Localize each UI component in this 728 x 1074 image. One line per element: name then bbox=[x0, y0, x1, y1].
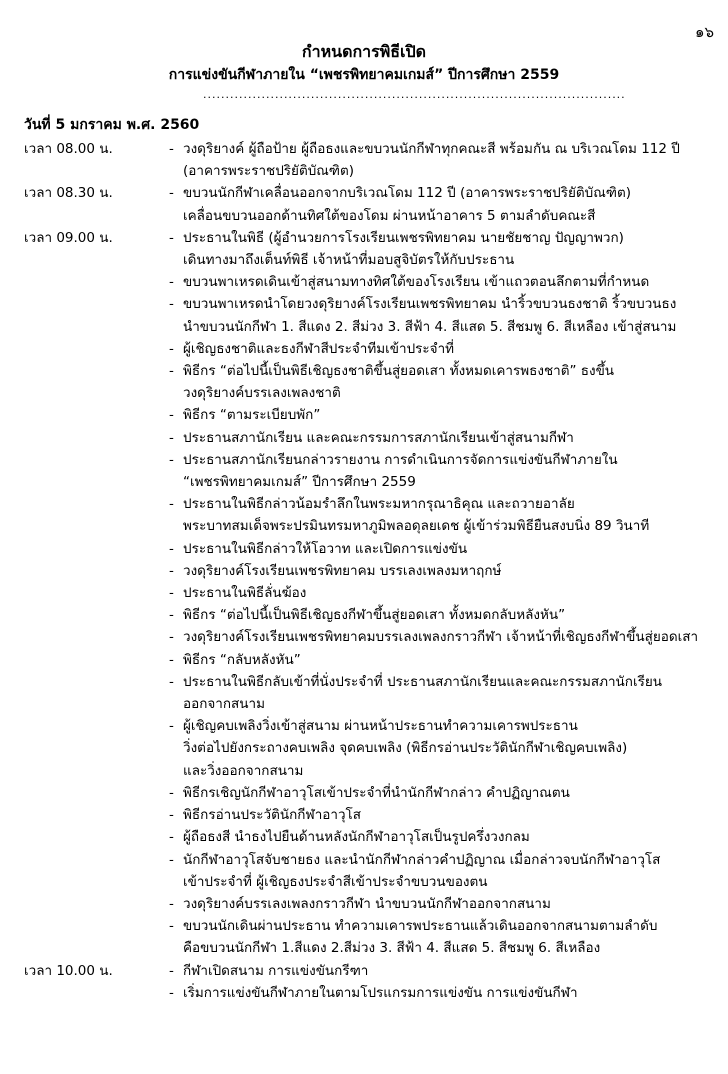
schedule-item-line: ประธานในพิธีกล่าวให้โอวาท และเปิดการแข่งขัน bbox=[183, 540, 468, 557]
date-heading: วันที่ 5 มกราคม พ.ศ. 2560 bbox=[24, 117, 200, 133]
schedule-item bbox=[169, 804, 728, 826]
bullet-dash: - bbox=[169, 229, 174, 246]
bullet-dash: - bbox=[169, 984, 174, 1001]
bullet-dash: - bbox=[169, 141, 174, 157]
schedule-entry bbox=[0, 960, 728, 1004]
schedule-item bbox=[169, 671, 728, 715]
schedule-item-line: พิธีกรเชิญนักกีฬาอาวุโสเข้าประจำที่นำนักกีฬากล่าว คำปฏิญาณตน bbox=[183, 784, 570, 801]
schedule-item bbox=[169, 582, 728, 604]
schedule-item bbox=[169, 338, 728, 360]
schedule-item-line: และวิ่งออกจากสนาม bbox=[183, 762, 304, 779]
schedule-item-line: ผู้เชิญธงชาติและธงกีฬาสีประจำทีมเข้าประจำที่ bbox=[183, 340, 455, 357]
schedule-item bbox=[169, 182, 728, 226]
schedule-items bbox=[169, 960, 728, 1004]
schedule-item-line: ขบวนนักกีฬาเคลื่อนออกจากบริเวณโดม 112 ปี (อาคารพระราชปริยัติบัณฑิต) bbox=[183, 185, 632, 202]
schedule-item-line: วงดุริยางค์บรรเลงเพลงชาติ bbox=[183, 385, 341, 402]
schedule-item-line: คือขบวนนักกีฬา 1.สีแดง 2.สีม่วง 3. สีฟ้า 4. สีแสด 5. สีชมพู 6. สีเหลือง bbox=[183, 940, 601, 957]
bullet-dash: - bbox=[169, 274, 174, 291]
schedule-item bbox=[169, 626, 728, 648]
schedule-items bbox=[169, 138, 728, 182]
schedule-item bbox=[169, 538, 728, 560]
bullet-dash: - bbox=[169, 651, 174, 668]
schedule-item-line: ประธานสภานักเรียน และคณะกรรมการสภานักเรียนเข้าสู่สนามกีฬา bbox=[183, 429, 574, 446]
schedule-item-line: ประธานสภานักเรียนกล่าวรายงาน การดำเนินการจัดการแข่งขันกีฬาภายใน bbox=[183, 451, 618, 468]
schedule-time: เวลา 10.00 น. bbox=[24, 962, 113, 979]
schedule-item bbox=[169, 849, 728, 893]
bullet-dash: - bbox=[169, 851, 174, 868]
bullet-dash: - bbox=[169, 340, 174, 357]
schedule-item bbox=[169, 271, 728, 293]
bullet-dash: - bbox=[169, 585, 174, 602]
schedule-item-line: ขบวนพาเหรดนำโดยวงดุริยางค์โรงเรียนเพชรพิทยาคม นำริ้วขบวนธงชาติ ริ้วขบวนธง bbox=[183, 296, 677, 313]
bullet-dash: - bbox=[169, 629, 174, 646]
schedule-item-line: วงดุริยางค์โรงเรียนเพชรพิทยาคม บรรเลงเพลงมหาฤกษ์ bbox=[183, 562, 502, 579]
schedule-item-line: วิ่งต่อไปยังกระถางคบเพลิง จุดคบเพลิง (พิธีกรอ่านประวัตินักกีฬาเชิญคบเพลิง) bbox=[183, 740, 628, 757]
bullet-dash: - bbox=[169, 429, 174, 446]
schedule-item bbox=[169, 227, 728, 271]
schedule-item bbox=[169, 604, 728, 626]
schedule-item bbox=[169, 982, 728, 1004]
schedule-item bbox=[169, 493, 728, 537]
schedule-item bbox=[169, 649, 728, 671]
schedule-item-line: วงดุริยางค์บรรเลงเพลงกราวกีฬา นำขบวนนักกีฬาออกจากสนาม bbox=[183, 895, 551, 912]
schedule-time: เวลา 09.00 น. bbox=[24, 229, 113, 246]
schedule bbox=[0, 138, 728, 1004]
bullet-dash: - bbox=[169, 895, 174, 912]
schedule-item bbox=[169, 826, 728, 848]
schedule-items bbox=[169, 227, 728, 960]
schedule-item-line: เดินทางมาถึงเต็นท์พิธี เจ้าหน้าที่มอบสูจิบัตรให้กับประธาน bbox=[183, 252, 515, 269]
schedule-item bbox=[169, 138, 728, 182]
schedule-item bbox=[169, 560, 728, 582]
bullet-dash: - bbox=[169, 451, 174, 468]
page-number: ๑๖ bbox=[694, 23, 714, 41]
schedule-time: เวลา 08.30 น. bbox=[24, 185, 113, 202]
schedule-item-line: วงดุริยางค์โรงเรียนเพชรพิทยาคมบรรเลงเพลงกราวกีฬา เจ้าหน้าที่เชิญธงกีฬาขึ้นสู่ยอดเสา bbox=[183, 629, 699, 646]
document-title: กำหนดการพิธีเปิด bbox=[301, 42, 427, 61]
bullet-dash: - bbox=[169, 673, 174, 690]
schedule-item-line: ประธานในพิธีลั่นฆ้อง bbox=[183, 585, 307, 602]
schedule-items bbox=[169, 182, 728, 226]
bullet-dash: - bbox=[169, 718, 174, 735]
schedule-item bbox=[169, 360, 728, 404]
schedule-item-line: นำขบวนนักกีฬา 1. สีแดง 2. สีม่วง 3. สีฟ้า 4. สีแสด 5. สีชมพู 6. สีเหลือง เข้าสู่สนาม bbox=[183, 318, 677, 335]
schedule-entry bbox=[0, 138, 728, 182]
schedule-item bbox=[169, 893, 728, 915]
schedule-item-line: ขบวนพาเหรดเดินเข้าสู่สนามทางทิศใต้ของโรงเรียน เข้าแถวตอนลึกตามที่กำหนด bbox=[183, 274, 650, 291]
bullet-dash: - bbox=[169, 185, 174, 202]
schedule-item bbox=[169, 915, 728, 959]
schedule-item-line: พิธีกรอ่านประวัตินักกีฬาอาวุโส bbox=[183, 807, 362, 824]
schedule-item-line: พิธีกร “ต่อไปนี้เป็นพิธีเชิญธงชาติขึ้นสู่ยอดเสา ทั้งหมดเคารพธงชาติ” ธงขึ้น bbox=[183, 363, 615, 380]
schedule-item-line: ขบวนนักเดินผ่านประธาน ทำความเคารพประธานแล้วเดินออกจากสนามตามลำดับ bbox=[183, 918, 658, 935]
bullet-dash: - bbox=[169, 918, 174, 935]
schedule-item-line: พิธีกร “กลับหลังหัน” bbox=[183, 651, 301, 668]
dotted-separator: .............................................................................................. bbox=[203, 88, 626, 101]
schedule-item-line: นักกีฬาอาวุโสจับชายธง และนำนักกีฬากล่าวคำปฏิญาณ เมื่อกล่าวจบนักกีฬาอาวุโส bbox=[183, 851, 661, 868]
bullet-dash: - bbox=[169, 807, 174, 824]
bullet-dash: - bbox=[169, 407, 174, 424]
bullet-dash: - bbox=[169, 829, 174, 846]
schedule-item-line: ผู้เชิญคบเพลิงวิ่งเข้าสู่สนาม ผ่านหน้าประธานทำความเคารพประธาน bbox=[183, 718, 578, 735]
schedule-item bbox=[169, 404, 728, 426]
bullet-dash: - bbox=[169, 296, 174, 313]
bullet-dash: - bbox=[169, 784, 174, 801]
schedule-item bbox=[169, 782, 728, 804]
schedule-item-line: เริ่มการแข่งขันกีฬาภายในตามโปรแกรมการแข่งขัน การแข่งขันกีฬา bbox=[183, 984, 578, 1001]
schedule-item-line: ประธานในพิธีกล่าวน้อมรำลึกในพระมหากรุณาธิคุณ และถวายอาลัย bbox=[183, 496, 575, 513]
schedule-item-line: เคลื่อนขบวนออกด้านทิศใต้ของโดม ผ่านหน้าอาคาร 5 ตามลำดับคณะสี bbox=[183, 207, 596, 224]
schedule-item bbox=[169, 715, 728, 782]
schedule-item-line: พระบาทสมเด็จพระปรมินทรมหาภูมิพลอดุลยเดช ผู้เข้าร่วมพิธียืนสงบนิ่ง 89 วินาที bbox=[183, 518, 650, 535]
schedule-item-line: วงดุริยางค์ ผู้ถือป้าย ผู้ถือธงและขบวนนักกีฬาทุกคณะสี พร้อมกัน ณ บริเวณโดม 112 ปี bbox=[183, 141, 680, 157]
bullet-dash: - bbox=[169, 562, 174, 579]
schedule-time: เวลา 08.00 น. bbox=[24, 141, 113, 157]
schedule-item-line: “เพชรพิทยาคมเกมส์” ปีการศึกษา 2559 bbox=[183, 474, 416, 491]
bullet-dash: - bbox=[169, 363, 174, 380]
bullet-dash: - bbox=[169, 540, 174, 557]
bullet-dash: - bbox=[169, 607, 174, 624]
schedule-item-line: ผู้ถือธงสี นำธงไปยืนด้านหลังนักกีฬาอาวุโสเป็นรูปครึ่งวงกลม bbox=[183, 829, 530, 846]
schedule-entry bbox=[0, 182, 728, 226]
schedule-item-line: พิธีกร “ตามระเบียบพัก” bbox=[183, 407, 321, 424]
schedule-item-line: ออกจากสนาม bbox=[183, 696, 266, 713]
bullet-dash: - bbox=[169, 496, 174, 513]
schedule-item bbox=[169, 427, 728, 449]
schedule-item bbox=[169, 293, 728, 337]
schedule-item-line: ประธานในพิธี (ผู้อำนวยการโรงเรียนเพชรพิทยาคม นายชัยชาญ ปัญญาพวก) bbox=[183, 229, 624, 246]
document-subtitle: การแข่งขันกีฬาภายใน “เพชรพิทยาคมเกมส์” ปีการศึกษา 2559 bbox=[168, 67, 560, 83]
schedule-item bbox=[169, 449, 728, 493]
schedule-item-line: (อาคารพระราชปริยัติบัณฑิต) bbox=[183, 163, 355, 180]
schedule-item-line: กีฬาเปิดสนาม การแข่งขันกรีฑา bbox=[183, 962, 369, 979]
schedule-entry bbox=[0, 227, 728, 960]
schedule-item-line: ประธานในพิธีกลับเข้าที่นั่งประจำที่ ประธานสภานักเรียนและคณะกรรมสภานักเรียน bbox=[183, 673, 662, 690]
schedule-item-line: เข้าประจำที่ ผู้เชิญธงประจำสีเข้าประจำขบวนของตน bbox=[183, 873, 488, 890]
schedule-item-line: พิธีกร “ต่อไปนี้เป็นพิธีเชิญธงกีฬาขึ้นสู่ยอดเสา ทั้งหมดกลับหลังหัน” bbox=[183, 607, 566, 624]
bullet-dash: - bbox=[169, 962, 174, 979]
schedule-item bbox=[169, 960, 728, 982]
